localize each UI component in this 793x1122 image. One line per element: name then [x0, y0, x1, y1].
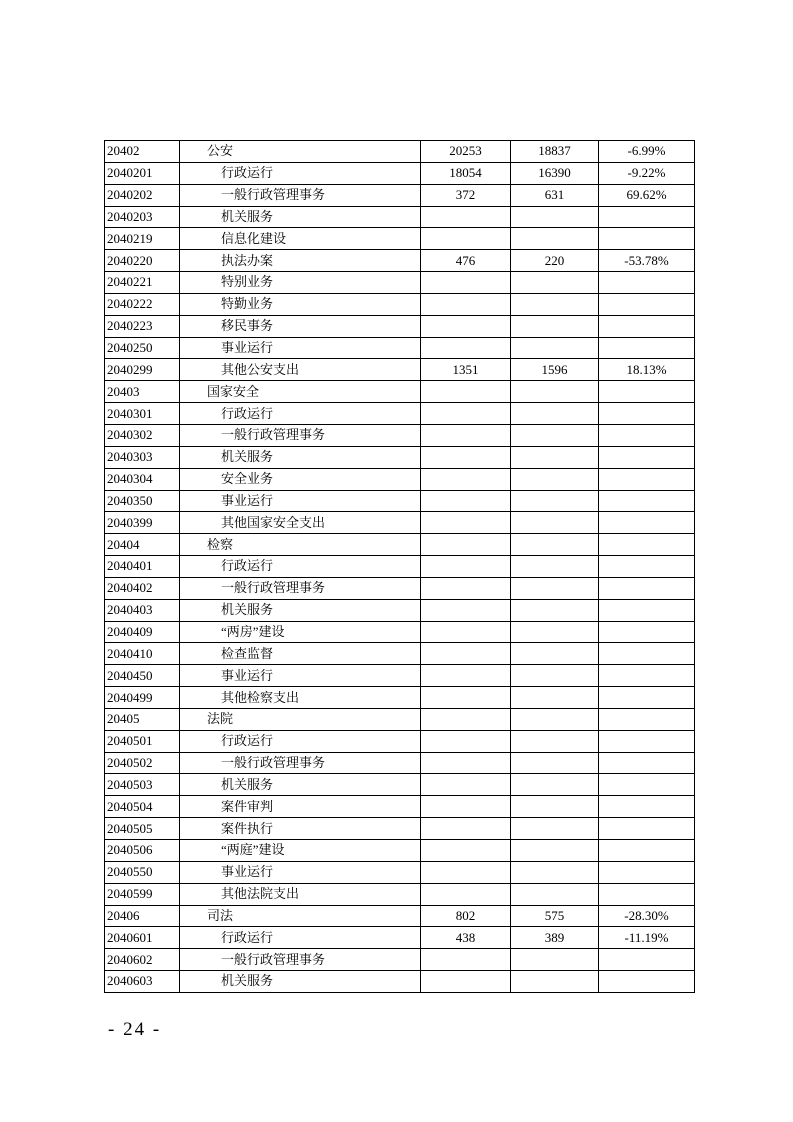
cell-item-name: 其他检察支出 [180, 687, 421, 709]
cell-item-name: 事业运行 [180, 337, 421, 359]
cell-value-current [511, 665, 599, 687]
table-row [105, 490, 695, 512]
table-row [105, 556, 695, 578]
cell-change-rate [599, 228, 695, 250]
cell-code: 2040499 [105, 687, 180, 709]
cell-value-prior [421, 577, 511, 599]
cell-item-name: “两房”建设 [180, 621, 421, 643]
cell-code: 2040221 [105, 272, 180, 294]
cell-value-prior [421, 818, 511, 840]
cell-value-current [511, 381, 599, 403]
cell-value-prior [421, 424, 511, 446]
cell-code: 2040401 [105, 556, 180, 578]
cell-value-current: 631 [511, 184, 599, 206]
table-row [105, 293, 695, 315]
table-row [105, 861, 695, 883]
cell-item-name: 国家安全 [180, 381, 421, 403]
cell-change-rate: -53.78% [599, 250, 695, 272]
cell-item-name: 其他国家安全支出 [180, 512, 421, 534]
cell-value-prior [421, 228, 511, 250]
cell-value-current: 220 [511, 250, 599, 272]
cell-item-name: 检察 [180, 534, 421, 556]
cell-code: 2040506 [105, 840, 180, 862]
cell-value-current [511, 228, 599, 250]
cell-change-rate: -11.19% [599, 927, 695, 949]
cell-value-current [511, 796, 599, 818]
table-row [105, 468, 695, 490]
table-row [105, 818, 695, 840]
cell-value-current [511, 643, 599, 665]
cell-value-current [511, 403, 599, 425]
cell-value-prior [421, 293, 511, 315]
cell-change-rate [599, 861, 695, 883]
cell-code: 2040402 [105, 577, 180, 599]
cell-item-name: “两庭”建设 [180, 840, 421, 862]
cell-value-current [511, 599, 599, 621]
cell-change-rate [599, 949, 695, 971]
table-row [105, 577, 695, 599]
cell-change-rate [599, 730, 695, 752]
table-row [105, 949, 695, 971]
cell-item-name: 行政运行 [180, 927, 421, 949]
cell-value-prior [421, 949, 511, 971]
cell-value-prior [421, 971, 511, 993]
table-row [105, 184, 695, 206]
cell-item-name: 检查监督 [180, 643, 421, 665]
cell-item-name: 机关服务 [180, 774, 421, 796]
cell-code: 2040502 [105, 752, 180, 774]
cell-item-name: 行政运行 [180, 403, 421, 425]
table-row [105, 446, 695, 468]
cell-change-rate [599, 293, 695, 315]
cell-code: 2040219 [105, 228, 180, 250]
table-row [105, 359, 695, 381]
cell-item-name: 一般行政管理事务 [180, 424, 421, 446]
cell-code: 2040599 [105, 883, 180, 905]
cell-value-prior [421, 796, 511, 818]
cell-code: 2040450 [105, 665, 180, 687]
cell-change-rate: 69.62% [599, 184, 695, 206]
cell-change-rate [599, 708, 695, 730]
cell-change-rate [599, 665, 695, 687]
cell-value-prior [421, 621, 511, 643]
cell-value-prior [421, 687, 511, 709]
table-row [105, 905, 695, 927]
cell-value-current [511, 446, 599, 468]
cell-item-name: 机关服务 [180, 599, 421, 621]
cell-code: 2040223 [105, 315, 180, 337]
cell-code: 2040202 [105, 184, 180, 206]
cell-change-rate [599, 621, 695, 643]
table-row [105, 708, 695, 730]
cell-item-name: 行政运行 [180, 730, 421, 752]
cell-item-name: 行政运行 [180, 162, 421, 184]
table-row [105, 141, 695, 163]
table-row [105, 512, 695, 534]
cell-value-prior [421, 752, 511, 774]
table-row [105, 643, 695, 665]
table-row [105, 315, 695, 337]
table-body [105, 141, 695, 993]
cell-value-prior [421, 861, 511, 883]
cell-item-name: 其他公安支出 [180, 359, 421, 381]
cell-change-rate [599, 599, 695, 621]
cell-value-prior [421, 272, 511, 294]
cell-value-prior [421, 556, 511, 578]
cell-value-prior [421, 206, 511, 228]
cell-change-rate [599, 774, 695, 796]
cell-code: 2040504 [105, 796, 180, 818]
table-row [105, 381, 695, 403]
cell-item-name: 法院 [180, 708, 421, 730]
cell-value-prior [421, 315, 511, 337]
cell-value-current [511, 949, 599, 971]
cell-change-rate [599, 403, 695, 425]
cell-value-prior [421, 446, 511, 468]
table-row [105, 250, 695, 272]
cell-code: 2040302 [105, 424, 180, 446]
cell-value-current [511, 206, 599, 228]
cell-item-name: 案件审判 [180, 796, 421, 818]
table-row [105, 534, 695, 556]
cell-code: 2040250 [105, 337, 180, 359]
cell-change-rate [599, 796, 695, 818]
cell-value-prior [421, 883, 511, 905]
cell-code: 20406 [105, 905, 180, 927]
cell-value-current [511, 577, 599, 599]
table-row [105, 424, 695, 446]
cell-item-name: 机关服务 [180, 971, 421, 993]
cell-code: 2040601 [105, 927, 180, 949]
table-row [105, 687, 695, 709]
table-row [105, 162, 695, 184]
cell-change-rate [599, 643, 695, 665]
cell-change-rate [599, 381, 695, 403]
cell-item-name: 事业运行 [180, 861, 421, 883]
cell-change-rate [599, 687, 695, 709]
cell-change-rate [599, 971, 695, 993]
cell-value-prior [421, 490, 511, 512]
cell-item-name: 特勤业务 [180, 293, 421, 315]
cell-value-prior [421, 403, 511, 425]
cell-code: 2040220 [105, 250, 180, 272]
cell-value-prior [421, 468, 511, 490]
cell-change-rate [599, 556, 695, 578]
cell-value-current [511, 883, 599, 905]
cell-value-current: 389 [511, 927, 599, 949]
cell-code: 2040304 [105, 468, 180, 490]
cell-code: 2040602 [105, 949, 180, 971]
cell-item-name: 机关服务 [180, 206, 421, 228]
cell-value-current [511, 315, 599, 337]
cell-item-name: 行政运行 [180, 556, 421, 578]
cell-change-rate [599, 534, 695, 556]
cell-value-current [511, 424, 599, 446]
cell-value-prior: 476 [421, 250, 511, 272]
cell-item-name: 机关服务 [180, 446, 421, 468]
cell-item-name: 公安 [180, 141, 421, 163]
table-row [105, 971, 695, 993]
cell-code: 2040403 [105, 599, 180, 621]
cell-item-name: 事业运行 [180, 490, 421, 512]
cell-item-name: 执法办案 [180, 250, 421, 272]
cell-value-current: 18837 [511, 141, 599, 163]
cell-value-current [511, 337, 599, 359]
table-row [105, 403, 695, 425]
cell-change-rate: -9.22% [599, 162, 695, 184]
cell-change-rate [599, 206, 695, 228]
cell-value-current [511, 272, 599, 294]
cell-item-name: 一般行政管理事务 [180, 949, 421, 971]
cell-value-prior: 802 [421, 905, 511, 927]
cell-code: 2040299 [105, 359, 180, 381]
cell-item-name: 一般行政管理事务 [180, 752, 421, 774]
cell-code: 2040399 [105, 512, 180, 534]
cell-value-current [511, 490, 599, 512]
cell-value-current [511, 468, 599, 490]
cell-value-current [511, 752, 599, 774]
cell-value-current: 16390 [511, 162, 599, 184]
cell-change-rate [599, 512, 695, 534]
cell-code: 2040222 [105, 293, 180, 315]
table-row [105, 883, 695, 905]
table-row [105, 337, 695, 359]
cell-value-current [511, 534, 599, 556]
page-number: - 24 - [108, 1019, 162, 1040]
cell-value-prior: 20253 [421, 141, 511, 163]
cell-value-current: 575 [511, 905, 599, 927]
cell-item-name: 特别业务 [180, 272, 421, 294]
cell-change-rate [599, 818, 695, 840]
table-row [105, 840, 695, 862]
cell-value-current [511, 556, 599, 578]
cell-change-rate [599, 577, 695, 599]
table-row [105, 927, 695, 949]
cell-value-prior [421, 643, 511, 665]
cell-value-current [511, 293, 599, 315]
cell-value-prior: 18054 [421, 162, 511, 184]
cell-value-prior [421, 774, 511, 796]
cell-change-rate: 18.13% [599, 359, 695, 381]
cell-change-rate: -28.30% [599, 905, 695, 927]
cell-code: 2040203 [105, 206, 180, 228]
cell-value-current [511, 730, 599, 752]
table-row [105, 796, 695, 818]
cell-code: 2040410 [105, 643, 180, 665]
cell-item-name: 安全业务 [180, 468, 421, 490]
cell-change-rate [599, 468, 695, 490]
cell-value-prior [421, 337, 511, 359]
cell-code: 2040350 [105, 490, 180, 512]
cell-value-prior [421, 381, 511, 403]
cell-change-rate [599, 337, 695, 359]
cell-item-name: 案件执行 [180, 818, 421, 840]
cell-code: 2040303 [105, 446, 180, 468]
cell-code: 2040409 [105, 621, 180, 643]
cell-value-prior: 1351 [421, 359, 511, 381]
cell-item-name: 司法 [180, 905, 421, 927]
budget-table-container [104, 140, 694, 993]
cell-code: 2040505 [105, 818, 180, 840]
table-row [105, 752, 695, 774]
cell-value-current: 1596 [511, 359, 599, 381]
cell-value-current [511, 971, 599, 993]
cell-change-rate [599, 315, 695, 337]
cell-item-name: 信息化建设 [180, 228, 421, 250]
cell-code: 20402 [105, 141, 180, 163]
cell-code: 2040501 [105, 730, 180, 752]
cell-value-prior [421, 730, 511, 752]
table-row [105, 621, 695, 643]
budget-table [104, 140, 695, 993]
cell-value-prior [421, 599, 511, 621]
cell-change-rate [599, 840, 695, 862]
cell-code: 2040503 [105, 774, 180, 796]
cell-change-rate [599, 883, 695, 905]
table-row [105, 206, 695, 228]
cell-item-name: 一般行政管理事务 [180, 184, 421, 206]
table-row [105, 730, 695, 752]
cell-value-current [511, 840, 599, 862]
cell-change-rate [599, 752, 695, 774]
cell-change-rate [599, 490, 695, 512]
cell-value-current [511, 512, 599, 534]
cell-item-name: 移民事务 [180, 315, 421, 337]
cell-value-prior: 438 [421, 927, 511, 949]
cell-value-prior [421, 708, 511, 730]
cell-value-prior [421, 512, 511, 534]
cell-value-current [511, 818, 599, 840]
cell-item-name: 其他法院支出 [180, 883, 421, 905]
cell-change-rate [599, 272, 695, 294]
cell-item-name: 事业运行 [180, 665, 421, 687]
cell-code: 20403 [105, 381, 180, 403]
table-row [105, 774, 695, 796]
table-row [105, 599, 695, 621]
cell-item-name: 一般行政管理事务 [180, 577, 421, 599]
cell-code: 2040201 [105, 162, 180, 184]
cell-value-prior [421, 665, 511, 687]
cell-value-current [511, 774, 599, 796]
cell-value-current [511, 621, 599, 643]
cell-code: 2040603 [105, 971, 180, 993]
cell-code: 2040550 [105, 861, 180, 883]
cell-change-rate [599, 446, 695, 468]
cell-value-prior [421, 534, 511, 556]
cell-value-current [511, 708, 599, 730]
cell-code: 2040301 [105, 403, 180, 425]
cell-value-current [511, 861, 599, 883]
cell-value-current [511, 687, 599, 709]
cell-code: 20404 [105, 534, 180, 556]
cell-value-prior [421, 840, 511, 862]
table-row [105, 665, 695, 687]
table-row [105, 272, 695, 294]
cell-value-prior: 372 [421, 184, 511, 206]
table-row [105, 228, 695, 250]
cell-change-rate: -6.99% [599, 141, 695, 163]
cell-change-rate [599, 424, 695, 446]
cell-code: 20405 [105, 708, 180, 730]
